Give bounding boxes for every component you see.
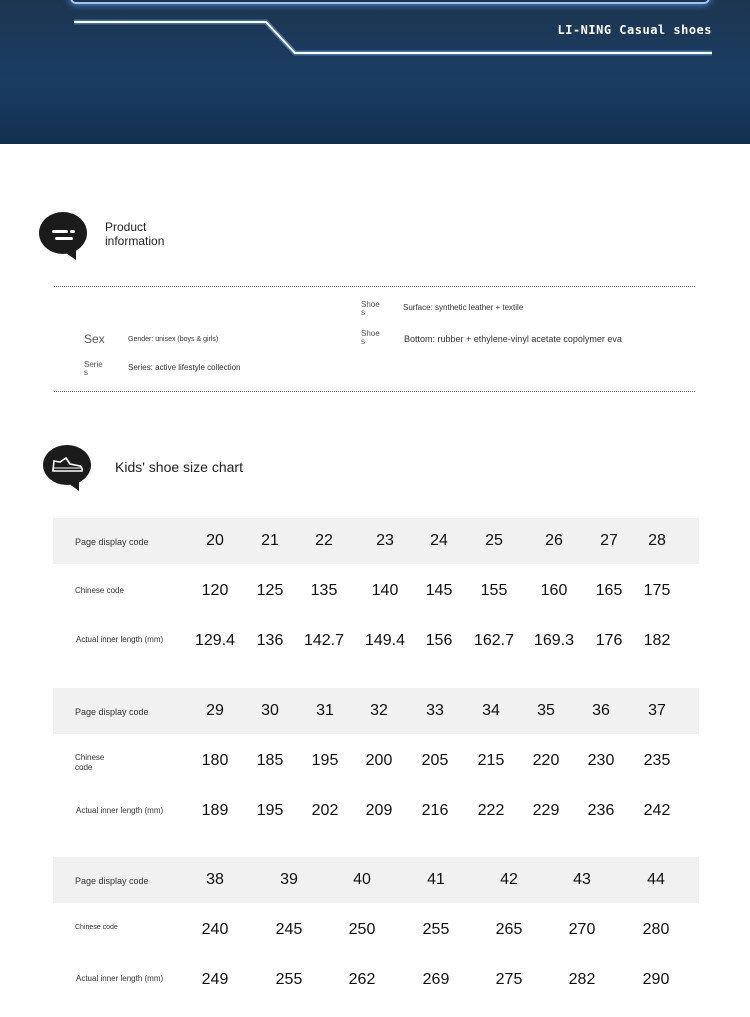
size-cell: 31 — [316, 702, 334, 719]
size-cell: 42 — [500, 871, 518, 888]
size-cell: 160 — [540, 582, 568, 599]
size-table-1 — [53, 518, 699, 664]
size-cell: 20 — [206, 532, 224, 549]
inner-length-row: Actual inner length (mm) 249 255 262 269 275 282 290 — [76, 971, 670, 988]
chinese-row: Chinese code 240 245 250 255 265 270 280 — [75, 921, 670, 938]
sex-label: Sex — [84, 332, 105, 346]
size-cell: 202 — [311, 802, 339, 819]
size-cell: 175 — [643, 582, 671, 599]
size-cell: 37 — [648, 702, 666, 719]
size-cell: 282 — [568, 971, 596, 988]
hero-banner — [0, 0, 750, 144]
banner-title: LI-NING Casual shoes — [557, 23, 712, 37]
size-cell: 24 — [430, 532, 448, 549]
size-cell: 290 — [642, 971, 670, 988]
inner-length-row: Actual inner length (mm) 189 195 202 209 216 222 229 236 242 — [76, 802, 671, 819]
size-cell: 205 — [421, 752, 449, 769]
size-cell: 40 — [353, 871, 371, 888]
size-cell: 33 — [426, 702, 444, 719]
surface-value: Surface: synthetic leather + textile — [403, 303, 524, 312]
display-row: Page display code 38 39 40 41 42 43 44 — [53, 857, 699, 903]
display-row: Page display code 20 21 22 23 24 25 26 27 28 — [53, 518, 699, 564]
size-cell: 149.4 — [364, 632, 406, 649]
size-cell: 209 — [365, 802, 393, 819]
gender-value: Gender: unisex (boys & girls) — [128, 336, 219, 343]
size-cell: 135 — [310, 582, 338, 599]
size-cell: 180 — [201, 752, 229, 769]
size-cell: 195 — [256, 802, 284, 819]
size-cell: 39 — [280, 871, 298, 888]
size-cell: 30 — [261, 702, 279, 719]
size-cell: 120 — [201, 582, 229, 599]
size-cell: 182 — [643, 632, 671, 649]
chinese-row: Chinese code 180 185 195 200 205 215 220 230 235 — [75, 752, 671, 772]
shoes-label-2: Shoes — [361, 329, 380, 346]
size-cell: 23 — [376, 532, 394, 549]
size-cell: 165 — [595, 582, 623, 599]
size-cell: 34 — [482, 702, 500, 719]
size-cell: 43 — [573, 871, 591, 888]
size-cell: 26 — [545, 532, 563, 549]
size-cell: 185 — [256, 752, 284, 769]
size-cell: 216 — [421, 802, 449, 819]
size-cell: 215 — [477, 752, 505, 769]
size-cell: 129.4 — [194, 632, 236, 649]
size-cell: 21 — [261, 532, 279, 549]
size-cell: 230 — [587, 752, 615, 769]
size-cell: 236 — [587, 802, 615, 819]
size-cell: 280 — [642, 921, 670, 938]
inner-length-row: Actual inner length (mm) 129.4 136 142.7 149.4 156 162.7 169.3 176 182 — [76, 632, 671, 649]
size-cell: 240 — [201, 921, 229, 938]
size-cell: 229 — [532, 802, 560, 819]
divider-bottom — [54, 391, 695, 392]
divider-top — [54, 286, 695, 287]
size-cell: 162.7 — [473, 632, 515, 649]
size-cell: 44 — [647, 871, 665, 888]
product-info-title: Product information — [105, 220, 165, 248]
size-cell: 169.3 — [533, 632, 575, 649]
size-cell: 270 — [568, 921, 596, 938]
chat-bubble-icon — [38, 211, 90, 261]
size-chart-title: Kids' shoe size chart — [115, 459, 243, 475]
size-cell: 38 — [206, 871, 224, 888]
size-cell: 249 — [201, 971, 229, 988]
size-cell: 189 — [201, 802, 229, 819]
banner-glow-line — [0, 0, 750, 144]
size-cell: 22 — [315, 532, 333, 549]
bottom-value: Bottom: rubber + ethylene-vinyl acetate copolymer eva — [404, 334, 622, 344]
size-cell: 140 — [371, 582, 399, 599]
size-cell: 35 — [537, 702, 555, 719]
size-cell: 265 — [495, 921, 523, 938]
size-cell: 176 — [595, 632, 623, 649]
size-cell: 27 — [600, 532, 618, 549]
size-cell: 275 — [495, 971, 523, 988]
size-table-3 — [53, 857, 699, 1003]
series-value: Series: active lifestyle collection — [128, 363, 241, 372]
size-cell: 262 — [348, 971, 376, 988]
size-cell: 25 — [485, 532, 503, 549]
size-cell: 269 — [422, 971, 450, 988]
size-cell: 200 — [365, 752, 393, 769]
size-cell: 250 — [348, 921, 376, 938]
size-cell: 156 — [425, 632, 453, 649]
size-cell: 220 — [532, 752, 560, 769]
size-cell: 125 — [256, 582, 284, 599]
shoes-label-1: Shoes — [361, 300, 380, 317]
size-cell: 142.7 — [303, 632, 345, 649]
size-cell: 255 — [275, 971, 303, 988]
size-cell: 41 — [427, 871, 445, 888]
size-cell: 28 — [648, 532, 666, 549]
size-table-2 — [53, 688, 699, 834]
size-cell: 29 — [206, 702, 224, 719]
size-cell: 32 — [370, 702, 388, 719]
size-cell: 195 — [311, 752, 339, 769]
size-cell: 242 — [643, 802, 671, 819]
chinese-row: Chinese code 120 125 135 140 145 155 160 165 175 — [75, 582, 671, 599]
size-cell: 145 — [425, 582, 453, 599]
size-cell: 245 — [275, 921, 303, 938]
size-cell: 255 — [422, 921, 450, 938]
size-cell: 155 — [480, 582, 508, 599]
display-row: Page display code 29 30 31 32 33 34 35 36 37 — [53, 688, 699, 734]
series-label: Series — [84, 360, 103, 377]
shoe-bubble-icon — [42, 444, 94, 492]
size-cell: 235 — [643, 752, 671, 769]
size-cell: 136 — [256, 632, 284, 649]
size-cell: 36 — [592, 702, 610, 719]
size-cell: 222 — [477, 802, 505, 819]
